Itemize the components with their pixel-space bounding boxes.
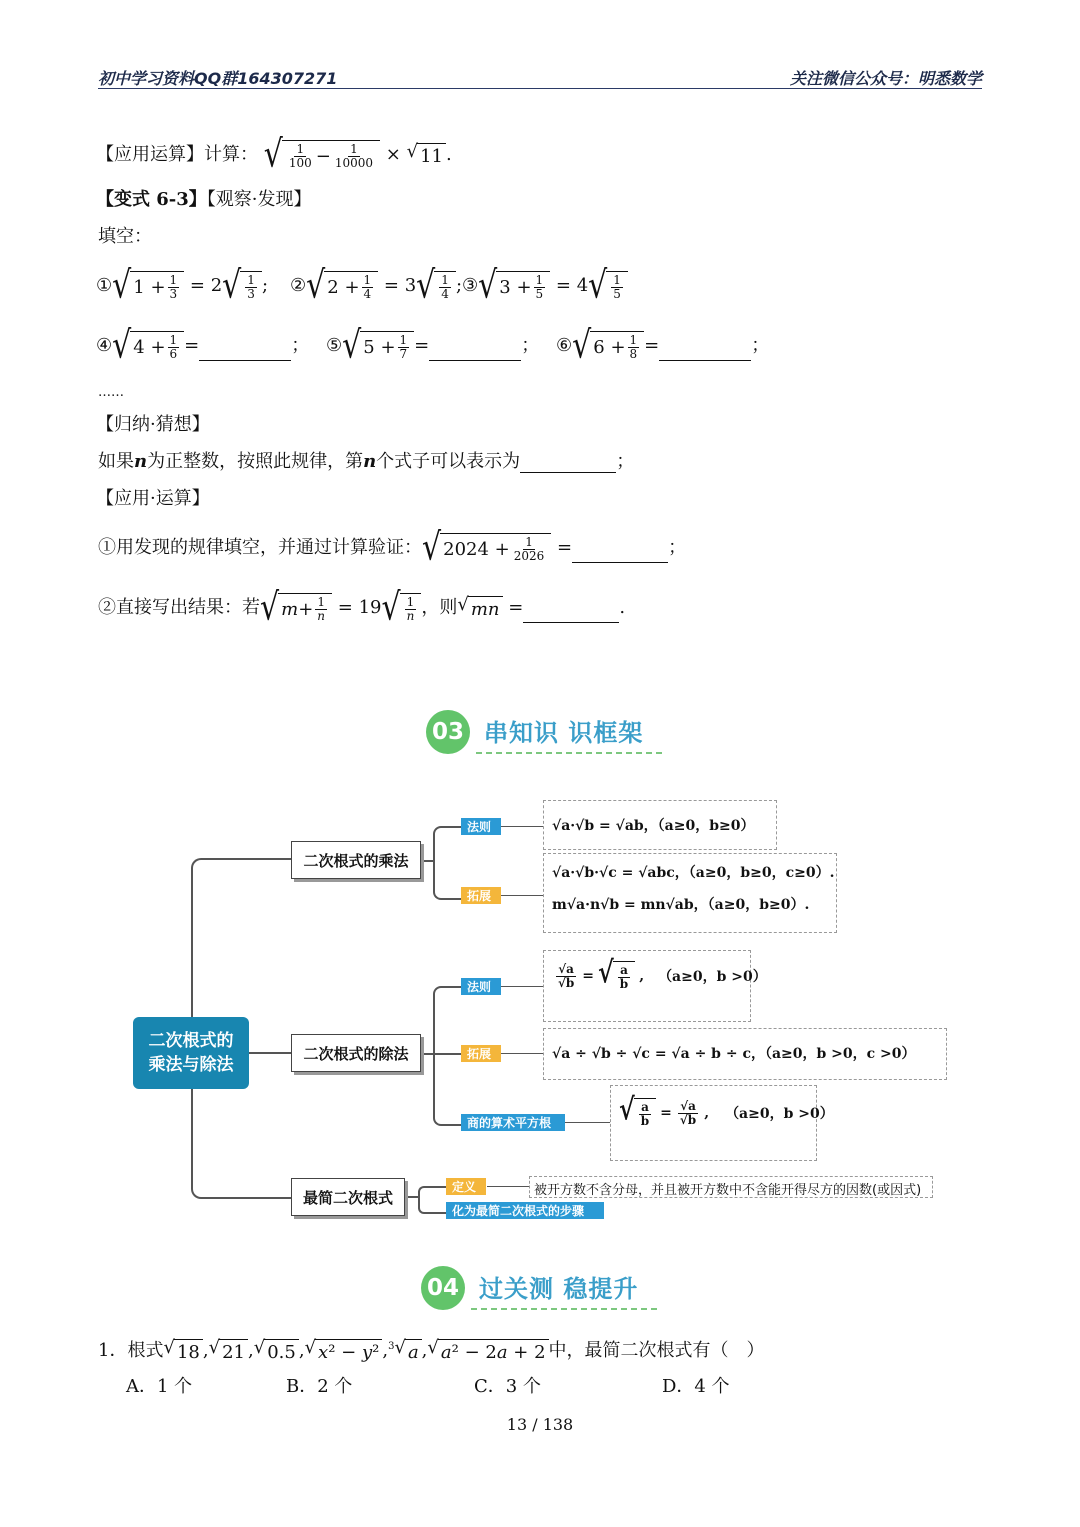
induce-heading: 【归纳·猜想】 xyxy=(96,414,210,435)
answer-blank[interactable] xyxy=(199,344,291,361)
connector xyxy=(405,1196,419,1198)
induce-text: 如果n为正整数，按照此规律，第n个式子可以表示为 ； xyxy=(98,451,635,472)
box-mul-extension: √a·√b·√c = √abc，（a≥0，b≥0，c≥0）. m√a·n√b = mn√ab，（a≥0，b≥0）. xyxy=(543,853,837,933)
connector xyxy=(501,826,543,827)
connector xyxy=(249,1052,291,1054)
header-right: 关注微信公众号：明悉数学 xyxy=(789,69,982,88)
tag-extension: 拓展 xyxy=(461,1045,501,1062)
equation-4: ④ √ 4 + $\frac{1}{6}$ = ； xyxy=(96,323,310,368)
ellipsis: …… xyxy=(98,385,124,400)
apply2-heading: 【应用·运算】 xyxy=(96,488,210,509)
tag-extension: 拓展 xyxy=(461,887,501,904)
option-b[interactable]: B．2 个 xyxy=(286,1376,353,1397)
section-title: 过关测 稳提升 xyxy=(479,1275,639,1303)
equation-3: ③ √ 3 + $\frac{1}{5}$ = 4 √ $\frac{1}{5}$ xyxy=(462,271,628,301)
equation-5: ⑤ √ 5 + $\frac{1}{7}$ = ； xyxy=(326,323,540,368)
question-apply-2: ②直接写出结果：若 √ m + $\frac{1}{n}$ = 19 √ $\frac{1}{n}$ ，则 √ mn = . xyxy=(98,585,626,630)
radical: √ $\frac{1}{100}$ − $\frac{1}{10000}$ xyxy=(264,140,380,170)
option-a[interactable]: A．1 个 xyxy=(126,1376,193,1397)
header-left: 初中学习资料QQ群164307271 xyxy=(98,69,338,88)
answer-blank[interactable] xyxy=(520,456,616,473)
section-number: 03 xyxy=(426,710,470,754)
connector xyxy=(433,826,463,900)
fill-label: 填空： xyxy=(98,226,152,247)
question-apply-1: ①用发现的规律填空，并通过计算验证： √ 2024 + $\frac{1}{2026}$ = ； xyxy=(98,525,687,570)
option-d[interactable]: D．4 个 xyxy=(662,1376,730,1397)
equation-6: ⑥ √ 6 + $\frac{1}{8}$ = ； xyxy=(556,323,770,368)
connector xyxy=(501,986,543,987)
tag-definition: 定义 xyxy=(446,1178,486,1195)
answer-blank[interactable] xyxy=(523,606,619,623)
mindmap-root: 二次根式的 乘法与除法 xyxy=(133,1017,249,1089)
box-mul-rule: √a·√b = √ab，（a≥0，b≥0） xyxy=(543,800,777,850)
apply-calc-line: 【应用运算】计算： √ $\frac{1}{100}$ − $\frac{1}{10000}$ × √ 11 . xyxy=(96,132,452,177)
connector xyxy=(501,1053,543,1054)
equation-1: ① √ 1 + $\frac{1}{3}$ = 2 √ $\frac{1}{3}$ ; xyxy=(96,263,269,308)
connector xyxy=(433,986,463,1126)
answer-blank[interactable] xyxy=(659,344,751,361)
connector xyxy=(418,1186,448,1214)
radical: √ 11 xyxy=(407,143,446,168)
box-quotient-root: √ $\frac{a}{b}$ = $\frac{√a}{√b}$ , （a≥0，b >0） xyxy=(610,1085,817,1161)
option-c[interactable]: C．3 个 xyxy=(474,1376,541,1397)
connector xyxy=(191,1089,293,1199)
tag-rule: 法则 xyxy=(461,818,501,835)
connector xyxy=(433,1053,461,1055)
tag-rule: 法则 xyxy=(461,978,501,995)
tag-quotient-root: 商的算术平方根 xyxy=(461,1114,565,1131)
tag-simplify-steps: 化为最简二次根式的步骤 xyxy=(446,1202,604,1219)
section-03-banner xyxy=(426,710,666,760)
node-multiplication: 二次根式的乘法 xyxy=(291,841,421,879)
equation-2: ② √ 2 + $\frac{1}{4}$ = 3 √ $\frac{1}{4}$ ; xyxy=(290,263,463,308)
page-number: 13 / 138 xyxy=(506,1415,574,1434)
answer-blank[interactable] xyxy=(572,546,668,563)
connector xyxy=(565,1122,610,1123)
section-number: 04 xyxy=(421,1266,465,1310)
box-div-rule: $\frac{√a}{√b}$ = √ $\frac{a}{b}$ , （a≥0，b >0） xyxy=(543,950,751,1022)
node-division: 二次根式的除法 xyxy=(291,1034,421,1072)
answer-blank[interactable] xyxy=(429,344,521,361)
node-simplest-radical: 最简二次根式 xyxy=(291,1178,405,1216)
section-04-banner xyxy=(421,1266,661,1316)
box-div-extension: √a ÷ √b ÷ √c = √a ÷ b ÷ c，（a≥0，b >0，c >0） xyxy=(543,1028,947,1080)
connector xyxy=(191,858,293,1020)
header-rule xyxy=(98,88,982,89)
variant-heading: 【变式 6-3】【观察·发现】 xyxy=(96,189,312,210)
section-title: 串知识 识框架 xyxy=(484,719,644,747)
apply-calc-label: 【应用运算】计算： xyxy=(96,144,258,165)
connector xyxy=(487,1186,529,1187)
question-1-stem: 1．根式 √ 18 , √ 21 , √ 0.5 , √ x ² − y ² ,$^3$ √ a , √ a ² − 2 a + 2 中，最简二次根式有（ ） xyxy=(98,1336,765,1363)
box-definition: 被开方数不含分母，并且被开方数中不含能开得尽方的因数(或因式) xyxy=(529,1176,933,1198)
connector xyxy=(501,895,543,896)
